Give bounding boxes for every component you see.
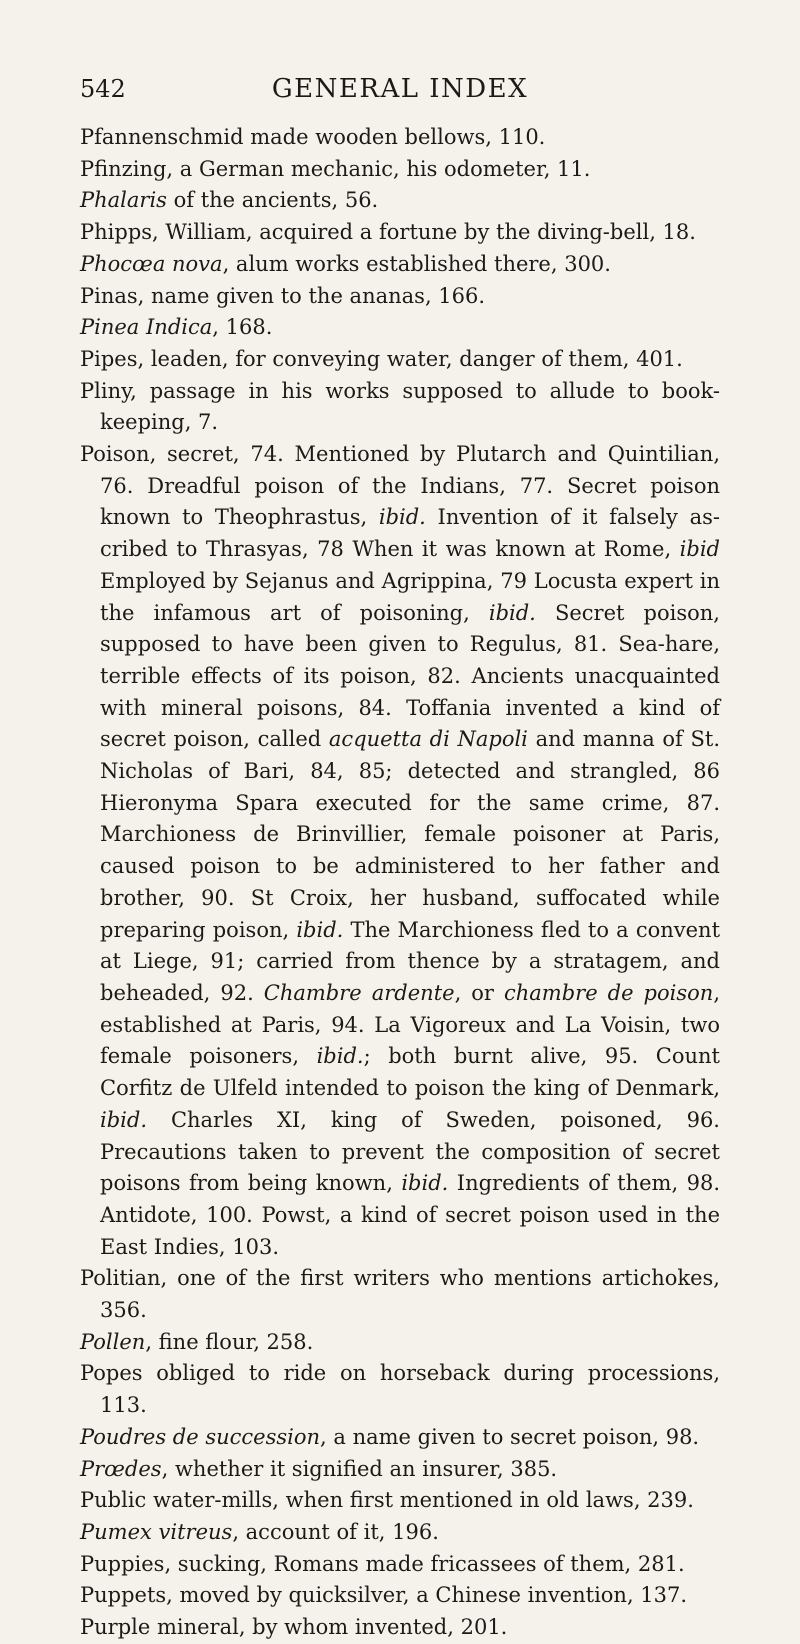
entry-text: The Marchioness fled to a convent at Liege, 91; carried from thence by a stratagem, and beheaded, 92. [100,917,721,1005]
entry-text: Phipps, William, acquired a fortune by the diving-bell, 18. [80,220,696,245]
index-entry [80,344,720,376]
entry-text: , account of it, 196. [232,1519,439,1544]
entry-italic-text: Chambre ardente [263,980,455,1005]
page-header [0,74,800,108]
index-entry [80,249,720,281]
index-entries [80,122,720,1644]
entry-italic-text: chambre de poison [504,980,714,1005]
entry-italic-text: ibid. [316,1044,364,1069]
entry-italic-text: ibid. [100,1107,147,1132]
entry-text: Puppets, moved by quicksilver, a Chinese invention, 137. [80,1583,688,1608]
index-entry [80,154,720,186]
entry-text: Charles XI, king of Sweden, poisoned, 96. Precautions taken to prevent the composition of secret poisons from being known, [100,1107,720,1196]
index-entry [80,1517,720,1549]
entry-text: ; both burnt alive, 95. Count Corfitz de Ulfeld intended to poison the king of Denmark, [100,1044,720,1101]
page-number: 542 [80,75,126,103]
entry-italic-text: acquetta di Napoli [328,727,528,752]
entry-text: , or [454,980,504,1005]
entry-text: , a name given to secret poison, 98. [320,1424,700,1449]
index-entry [80,376,720,439]
entry-text: Invention of it falsely ascribed to Thrasyas, 78 When it was known at Rome, [100,505,721,562]
index-entry [80,1422,720,1454]
entry-text: , alum works established there, 300. [222,251,611,276]
entry-italic-text: ibid. [378,505,426,530]
entry-text: Pipes, leaden, for conveying water, danger of them, 401. [80,346,683,371]
entry-italic-text: Pinea Indica [80,315,213,340]
entry-text: Ingredients of them, 98. Antidote, 100. Powst, a kind of secret poison used in the East Indies, 103. [100,1171,720,1259]
index-entry [80,439,720,1263]
index-entry [80,1612,720,1644]
entry-italic-text: ibid [679,537,720,562]
entry-text: Pfannenschmid made wooden bellows, 110. [80,125,546,149]
index-entry [80,1358,720,1421]
entry-text: Popes obliged to ride on horseback during processions, 113. [80,1361,720,1418]
entry-text: of the ancients, 56. [166,188,379,213]
entry-text: Politian, one of the first writers who mentions artichokes, 356. [80,1266,720,1323]
index-entry [80,185,720,217]
entry-text: Pliny, passage in his works supposed to allude to book-keeping, 7. [80,378,720,435]
entry-text: and manna of St. Nicholas of Bari, 84, 85; detected and strangled, 86 Hieronyma Spara executed for the same crime, 87. Marchioness de Brinvillier, female poisoner at Paris, caused poison to be administered to her father and brother, 90. St Croix, her husband, suffocated while preparing poison, [100,727,721,942]
entry-italic-text: ibid. [401,1171,449,1196]
entry-italic-text: Prœdes [80,1456,162,1481]
entry-italic-text: ibid. [296,917,344,942]
entry-text: Pinas, name given to the ananas, 166. [80,283,486,308]
index-entry [80,281,720,313]
index-entry [80,1485,720,1517]
entry-text: , whether it signified an insurer, 385. [161,1456,558,1481]
entry-italic-text: Pumex vitreus [80,1519,233,1544]
index-entry [80,1454,720,1486]
entry-text: Public water-mills, when first mentioned in old laws, 239. [80,1488,694,1513]
index-entry [80,1549,720,1581]
index-entry [80,1263,720,1326]
entry-text: , established at Paris, 94. La Vigoreux and La Voisin, two female poisoners, [100,980,720,1069]
running-title: GENERAL INDEX [271,74,529,104]
entry-text: Secret poison, supposed to have been given to Regulus, 81. Sea-hare, terrible effects of its poison, 82. Ancients unacquainted with mineral poisons, 84. Toffania invented a kind of secret poison, called [100,600,720,752]
entry-italic-text: Phocœa nova [80,251,223,276]
entry-italic-text: Poudres de succession [80,1424,321,1449]
entry-text: Employed by Sejanus and Agrippina, 79 Locusta expert in the infamous art of poisoning, [100,568,720,625]
index-entry [80,217,720,249]
index-entry [80,122,720,154]
entry-text: , 168. [212,315,273,340]
entry-italic-text: Phalaris [80,188,167,213]
entry-text: , fine flour, 258. [145,1329,314,1354]
entry-text: Poison, secret, 74. Mentioned by Plutarch and Quintilian, 76. Dreadful poison of the Indians, 77. Secret poison known to Theophrastus, [80,442,720,530]
entry-text: Purple mineral, by whom invented, 201. [80,1615,508,1640]
index-entry [80,1580,720,1612]
index-entry [80,312,720,344]
entry-italic-text: ibid. [488,600,536,625]
entry-text: Puppies, sucking, Romans made fricassees of them, 281. [80,1551,685,1576]
entry-italic-text: Pollen [80,1329,146,1354]
index-entry [80,1327,720,1359]
entry-text: Pfinzing, a German mechanic, his odometer, 11. [80,156,591,181]
